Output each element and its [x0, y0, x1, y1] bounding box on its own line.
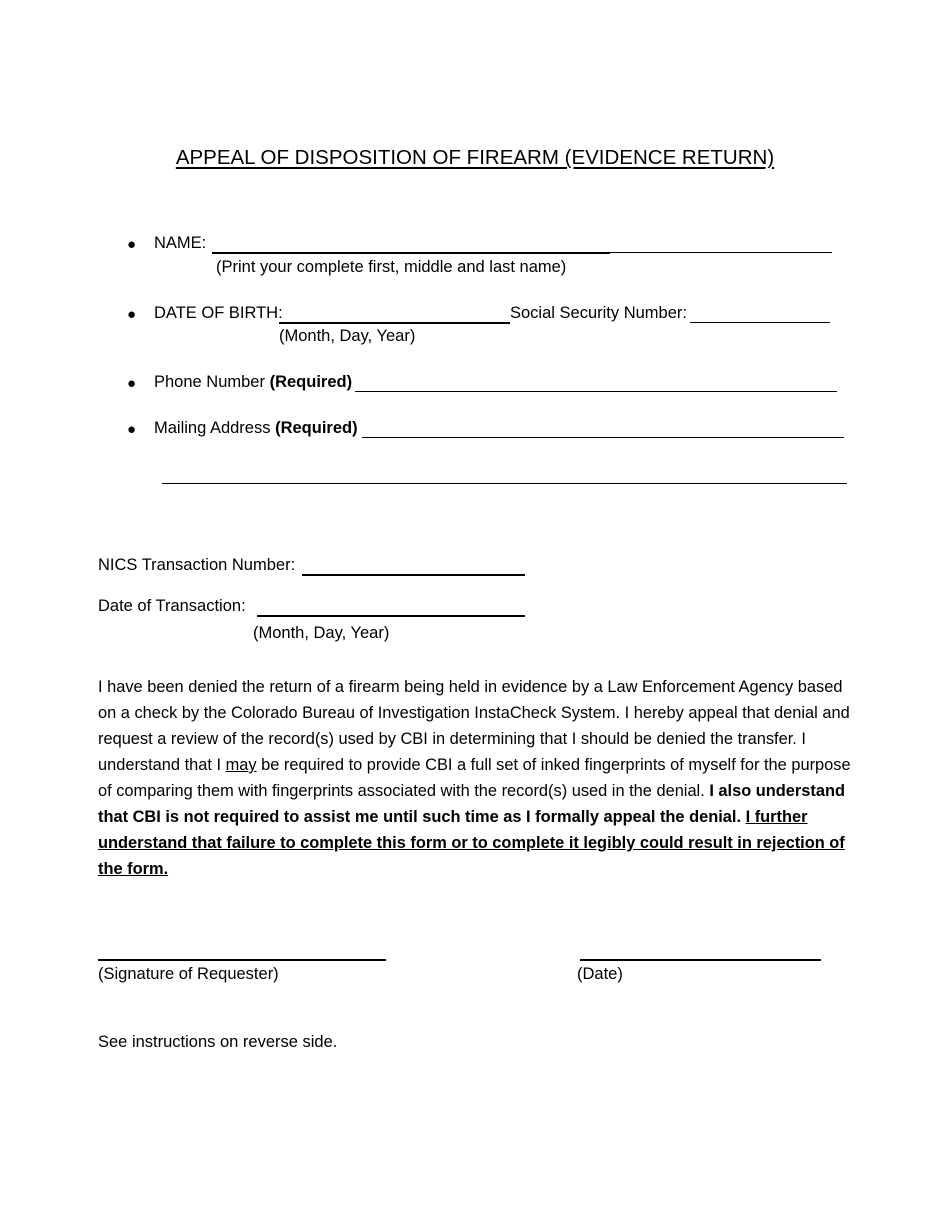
- bullet-dob: ●: [127, 306, 137, 323]
- name-input-line-primary[interactable]: [212, 252, 610, 254]
- dob-label: DATE OF BIRTH:: [154, 304, 283, 322]
- dob-hint: (Month, Day, Year): [279, 327, 416, 345]
- reverse-side-note: See instructions on reverse side.: [98, 1033, 338, 1051]
- form-title: APPEAL OF DISPOSITION OF FIREARM (EVIDENCE RETURN): [175, 146, 775, 169]
- transaction-date-label: Date of Transaction:: [98, 597, 246, 615]
- statement-emphasis-may: may: [225, 756, 257, 774]
- dob-input-line[interactable]: [279, 322, 510, 324]
- bullet-name: ●: [127, 236, 137, 253]
- signature-input-line[interactable]: [98, 959, 386, 961]
- signature-date-input-line[interactable]: [580, 959, 821, 961]
- transaction-date-input-line[interactable]: [257, 615, 525, 617]
- signature-date-label: (Date): [577, 965, 623, 983]
- phone-required: (Required): [269, 373, 353, 391]
- name-input-line-extension[interactable]: [610, 252, 832, 253]
- address-label: Mailing Address: [154, 419, 271, 437]
- statement-part-1: I have been denied the return of a firearm being held in evidence by a Law Enforcement Agency based on a check by the Colorado Bureau of Investigation InstaCheck System. I hereby appeal that denial and request a review of the record(s) used by CBI in determining that I should be denied the transfer. I understand that I: [98, 678, 850, 774]
- statement-bold-underlined-sentence: I further understand that failure to complete this form or to complete it legibly could result in rejection of the form.: [98, 808, 845, 878]
- address-input-line-1[interactable]: [362, 437, 844, 438]
- address-required: (Required): [275, 419, 358, 437]
- address-input-line-2[interactable]: [162, 483, 847, 484]
- statement-bold-sentence: I also understand that CBI is not required to assist me until such time as I formally appeal the denial.: [98, 782, 846, 826]
- nics-label: NICS Transaction Number:: [98, 556, 296, 574]
- statement-part-2: be required to provide CBI a full set of inked fingerprints of myself for the purpose of comparing them with fingerprints associated with the record(s) used in the denial.: [98, 756, 851, 800]
- phone-label-wrap: [154, 373, 352, 392]
- ssn-input-line[interactable]: [690, 322, 830, 323]
- bullet-address: ●: [127, 421, 137, 438]
- ssn-label: Social Security Number:: [510, 304, 687, 322]
- address-label-wrap: [154, 419, 358, 438]
- phone-input-line[interactable]: [355, 391, 837, 392]
- transaction-date-hint: (Month, Day, Year): [253, 624, 390, 642]
- appeal-statement: [98, 674, 858, 882]
- name-hint: (Print your complete first, middle and last name): [216, 258, 567, 276]
- bullet-phone: ●: [127, 375, 137, 392]
- name-label: NAME:: [154, 234, 207, 252]
- phone-label: Phone Number: [154, 373, 265, 391]
- nics-input-line[interactable]: [302, 574, 525, 576]
- signature-requester-label: (Signature of Requester): [98, 965, 279, 983]
